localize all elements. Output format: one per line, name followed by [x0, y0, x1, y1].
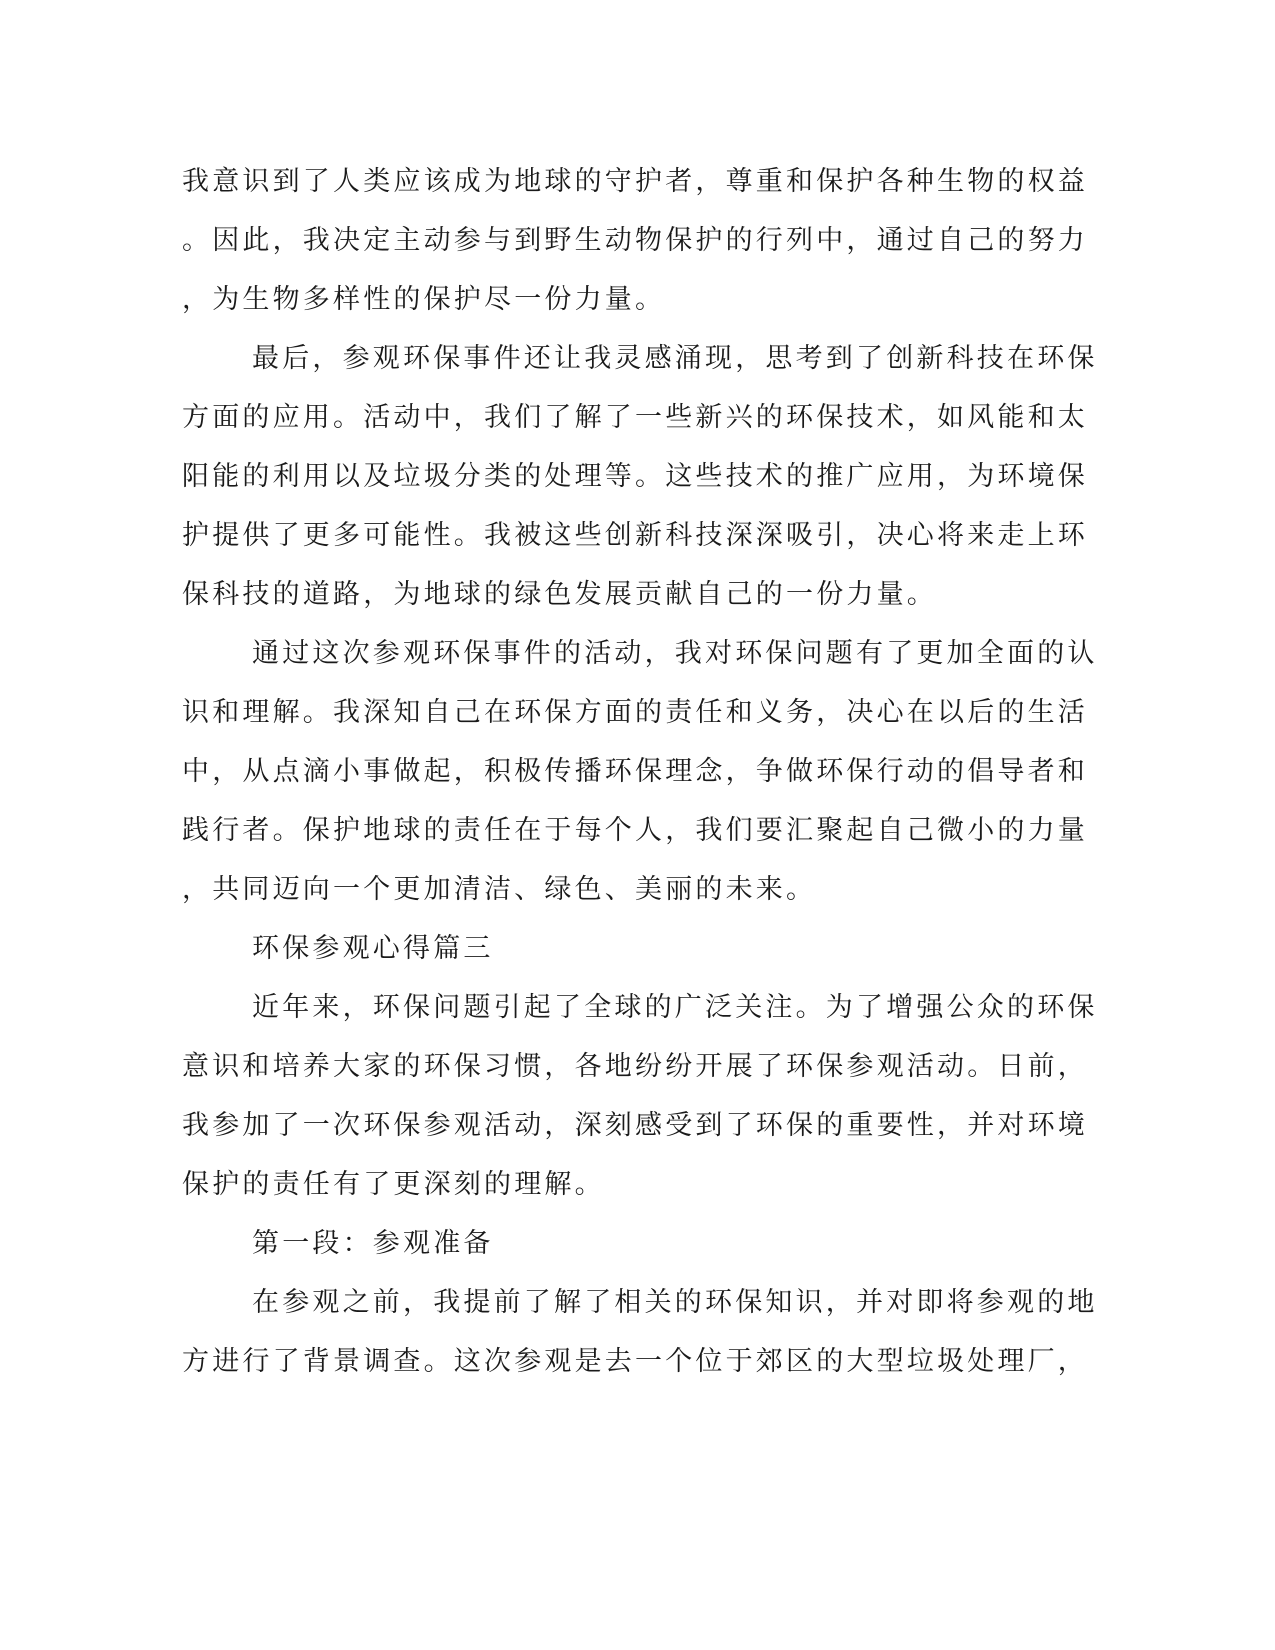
text-line: 近年来，环保问题引起了全球的广泛关注。为了增强公众的环保 [252, 992, 1098, 1023]
section-heading: 第一段：参观准备 [252, 1228, 494, 1259]
text-line: 保科技的道路，为地球的绿色发展贡献自己的一份力量。 [182, 579, 937, 610]
text-line: 方面的应用。活动中，我们了解了一些新兴的环保技术，如风能和太 [182, 402, 1088, 433]
text-line: 方进行了背景调查。这次参观是去一个位于郊区的大型垃圾处理厂， [182, 1346, 1088, 1377]
text-line: 最后，参观环保事件还让我灵感涌现，思考到了创新科技在环保 [252, 343, 1098, 374]
text-line: 阳能的利用以及垃圾分类的处理等。这些技术的推广应用，为环境保 [182, 461, 1088, 492]
text-line: 护提供了更多可能性。我被这些创新科技深深吸引，决心将来走上环 [182, 520, 1088, 551]
section-heading: 环保参观心得篇三 [252, 933, 494, 964]
text-line: 通过这次参观环保事件的活动，我对环保问题有了更加全面的认 [252, 638, 1098, 669]
text-line: 中，从点滴小事做起，积极传播环保理念，争做环保行动的倡导者和 [182, 756, 1088, 787]
text-line: ，为生物多样性的保护尽一份力量。 [182, 284, 666, 315]
text-line: 意识和培养大家的环保习惯，各地纷纷开展了环保参观活动。日前， [182, 1051, 1088, 1082]
text-line: 保护的责任有了更深刻的理解。 [182, 1169, 605, 1200]
text-line: 我参加了一次环保参观活动，深刻感受到了环保的重要性，并对环境 [182, 1110, 1088, 1141]
text-line: 在参观之前，我提前了解了相关的环保知识，并对即将参观的地 [252, 1287, 1098, 1318]
text-line: 识和理解。我深知自己在环保方面的责任和义务，决心在以后的生活 [182, 697, 1088, 728]
text-line: 践行者。保护地球的责任在于每个人，我们要汇聚起自己微小的力量 [182, 815, 1088, 846]
text-line: 。因此，我决定主动参与到野生动物保护的行列中，通过自己的努力 [182, 225, 1088, 256]
text-line: ，共同迈向一个更加清洁、绿色、美丽的未来。 [182, 874, 817, 905]
text-line: 我意识到了人类应该成为地球的守护者，尊重和保护各种生物的权益 [182, 166, 1088, 197]
